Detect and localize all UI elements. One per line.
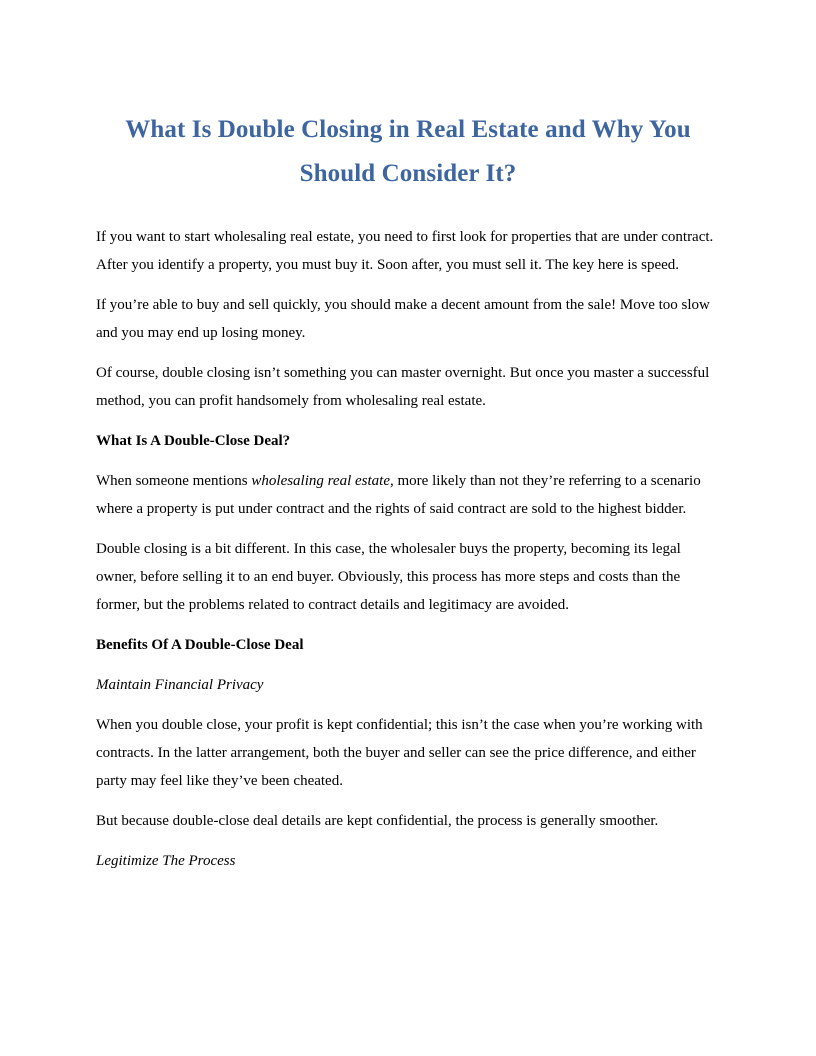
privacy-paragraph-2: But because double-close deal details are kept confidential, the process is generally smoother.: [96, 813, 659, 829]
subheading-legitimize-process: Legitimize The Process: [96, 853, 236, 869]
intro-paragraph-1: If you want to start wholesaling real estate, you need to first look for properties that are under contract. After you identify a property, you must buy it. Soon after, you must sell it. The key here is speed.: [96, 229, 714, 273]
title-line-1: What Is Double Closing in Real Estate and Why You: [125, 116, 691, 143]
title-line-2: Should Consider It?: [299, 160, 517, 187]
intro-paragraph-2: If you’re able to buy and sell quickly, you should make a decent amount from the sale! Move too slow and you may end up losing money.: [96, 297, 710, 341]
section1-paragraph-1-start: When someone mentions: [96, 473, 252, 489]
section-heading-benefits: Benefits Of A Double-Close Deal: [96, 637, 304, 653]
subheading-financial-privacy: Maintain Financial Privacy: [96, 677, 264, 693]
document-page: [96, 108, 720, 887]
section1-paragraph-2: Double closing is a bit different. In this case, the wholesaler buys the property, becoming its legal owner, before selling it to an end buyer. Obviously, this process has more steps and costs than the former, but the problems related to contract details and legitimacy are avoided.: [96, 541, 681, 613]
document-title: [96, 108, 720, 196]
privacy-paragraph-1: When you double close, your profit is kept confidential; this isn’t the case when you’re working with contracts. In the latter arrangement, both the buyer and seller can see the price difference, and either party may feel like they’ve been cheated.: [96, 717, 703, 789]
section-heading-double-close-deal: What Is A Double-Close Deal?: [96, 433, 291, 449]
italic-term: wholesaling real estate: [251, 473, 390, 489]
section1-paragraph-1: [96, 467, 720, 523]
intro-paragraph-3: Of course, double closing isn’t something you can master overnight. But once you master a successful method, you can profit handsomely from wholesaling real estate.: [96, 365, 710, 409]
section1-paragraph-1-end: , more likely than not they’re referring to a scenario where a property is put under contract and the rights of said contract are sold to the highest bidder.: [96, 473, 701, 517]
